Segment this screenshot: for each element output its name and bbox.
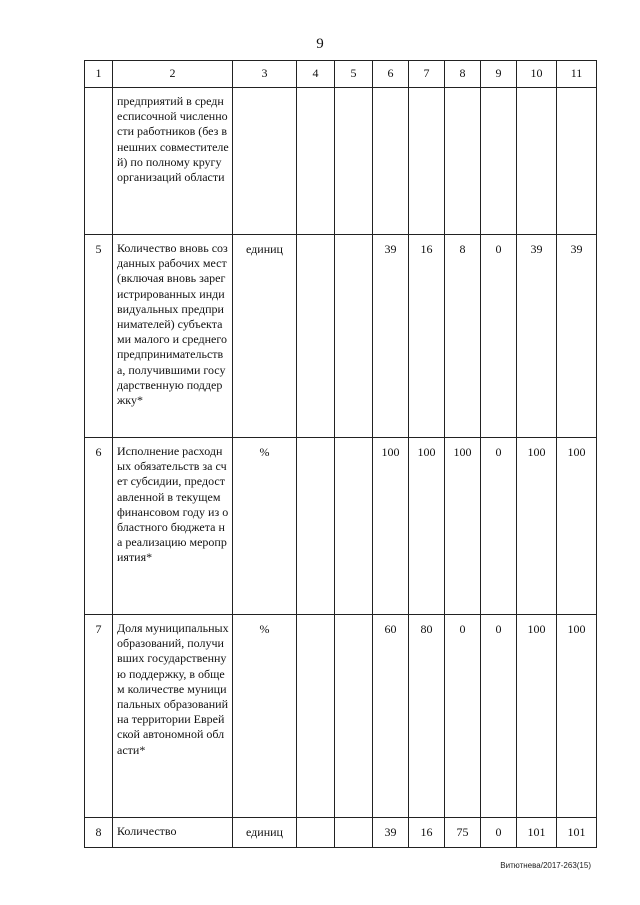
table-row: [85, 88, 597, 235]
document-footer-code: Витютнева/2017-263(15): [500, 861, 591, 870]
value-cell: 100: [445, 438, 481, 615]
value-cell: 16: [409, 235, 445, 438]
value-cell: 75: [445, 818, 481, 848]
header-cell: 4: [297, 61, 335, 88]
value-cell: 101: [557, 818, 597, 848]
value-cell: 100: [517, 615, 557, 818]
value-cell: [409, 88, 445, 235]
table-row: [85, 438, 597, 615]
value-cell: 0: [481, 235, 517, 438]
header-cell: 2: [113, 61, 233, 88]
row-number: 5: [85, 235, 113, 438]
header-cell: 7: [409, 61, 445, 88]
header-cell: 5: [335, 61, 373, 88]
unit-cell: [233, 88, 297, 235]
value-cell: [373, 88, 409, 235]
indicator-name: Исполнение расходных обязательств за счет субсидии, предоставленной в текущем финансовом году из областного бюджета на реализацию мероприятия*: [113, 438, 233, 615]
unit-cell: единиц: [233, 818, 297, 848]
value-cell: [297, 615, 335, 818]
row-number: 8: [85, 818, 113, 848]
value-cell: [335, 235, 373, 438]
value-cell: [557, 88, 597, 235]
indicator-name: Количество: [113, 818, 233, 848]
value-cell: [481, 88, 517, 235]
header-cell: 8: [445, 61, 481, 88]
header-cell: 11: [557, 61, 597, 88]
value-cell: [335, 615, 373, 818]
value-cell: 100: [373, 438, 409, 615]
header-cell: 3: [233, 61, 297, 88]
unit-cell: %: [233, 438, 297, 615]
indicator-name: Количество вновь созданных рабочих мест (включая вновь зарегистрированных индивидуальных предпринимателей) субъектами малого и среднего предпринимательства, получившими государственную поддержку*: [113, 235, 233, 438]
value-cell: [335, 818, 373, 848]
header-cell: 1: [85, 61, 113, 88]
header-cell: 6: [373, 61, 409, 88]
value-cell: 101: [517, 818, 557, 848]
value-cell: [297, 235, 335, 438]
value-cell: 39: [557, 235, 597, 438]
value-cell: 39: [373, 818, 409, 848]
table-row: [85, 235, 597, 438]
value-cell: 100: [557, 615, 597, 818]
value-cell: 0: [445, 615, 481, 818]
value-cell: [445, 88, 481, 235]
value-cell: [335, 88, 373, 235]
unit-cell: %: [233, 615, 297, 818]
header-row: [85, 61, 597, 88]
value-cell: 39: [517, 235, 557, 438]
indicators-table: [84, 60, 597, 848]
indicator-name: предприятий в среднесписочной численности работников (без внешних совместителей) по полному кругу организаций области: [113, 88, 233, 235]
value-cell: 8: [445, 235, 481, 438]
header-cell: 10: [517, 61, 557, 88]
value-cell: 0: [481, 438, 517, 615]
value-cell: [517, 88, 557, 235]
value-cell: 0: [481, 615, 517, 818]
page-number: 9: [316, 36, 324, 52]
header-cell: 9: [481, 61, 517, 88]
value-cell: 80: [409, 615, 445, 818]
value-cell: 60: [373, 615, 409, 818]
indicator-name: Доля муниципальных образований, получивших государственную поддержку, в общем количестве муниципальных образований на территории Еврейской автономной области*: [113, 615, 233, 818]
value-cell: [297, 818, 335, 848]
value-cell: [335, 438, 373, 615]
value-cell: 100: [517, 438, 557, 615]
table-row: [85, 818, 597, 848]
row-number: [85, 88, 113, 235]
row-number: 6: [85, 438, 113, 615]
value-cell: [297, 438, 335, 615]
value-cell: [297, 88, 335, 235]
value-cell: 100: [409, 438, 445, 615]
value-cell: 0: [481, 818, 517, 848]
row-number: 7: [85, 615, 113, 818]
unit-cell: единиц: [233, 235, 297, 438]
table-row: [85, 615, 597, 818]
value-cell: 39: [373, 235, 409, 438]
value-cell: 16: [409, 818, 445, 848]
value-cell: 100: [557, 438, 597, 615]
